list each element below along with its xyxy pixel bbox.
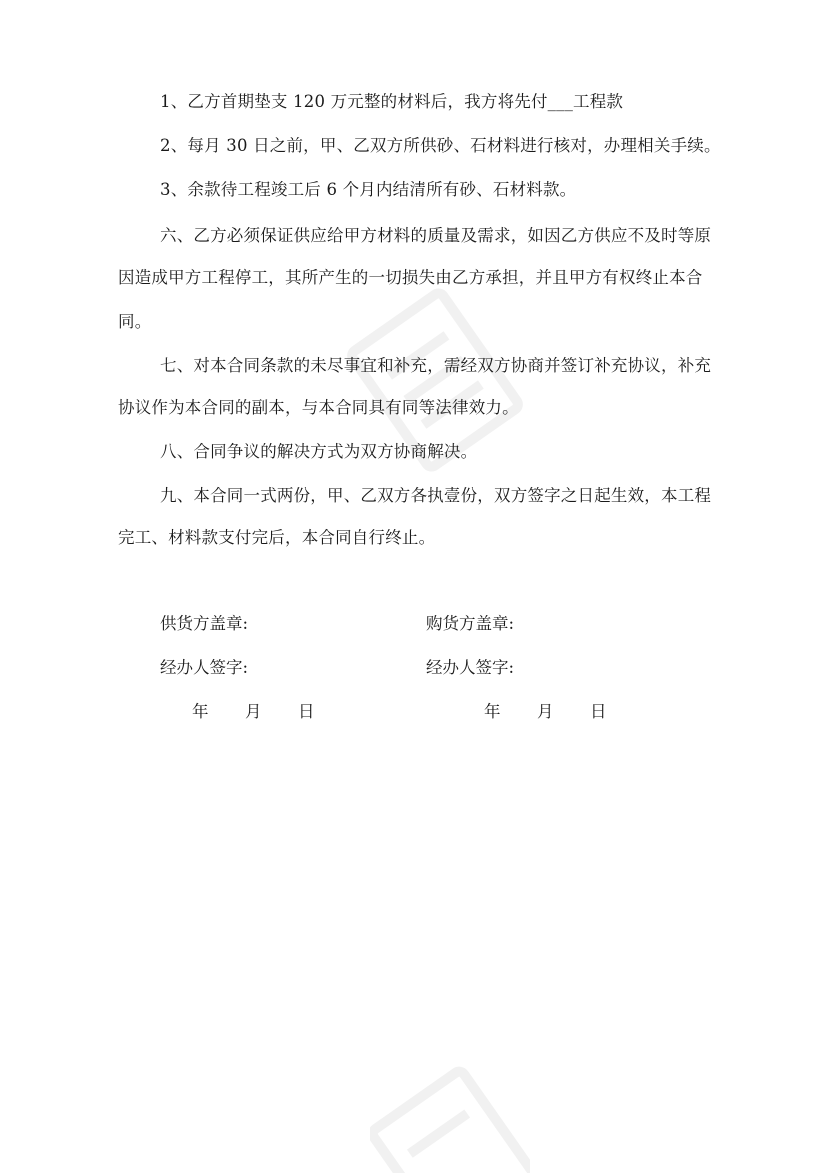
year-label: 年	[484, 702, 501, 721]
watermark-logo-icon	[370, 1050, 530, 1173]
month-label: 月	[537, 702, 554, 721]
clause-9-line-1: 九、本合同一式两份，甲、乙双方各执壹份，双方签字之日起生效，本工程	[160, 486, 712, 505]
supplier-seal-label: 供货方盖章:	[160, 614, 249, 633]
year-label: 年	[192, 702, 209, 721]
clause-9-line-2: 完工、材料款支付完后，本合同自行终止。	[118, 528, 436, 547]
buyer-seal-label: 购货方盖章:	[426, 614, 515, 633]
clause-payment-3: 3、余款待工程竣工后 6 个月内结清所有砂、石材料款。	[160, 180, 577, 199]
buyer-date	[484, 700, 607, 724]
clause-6-line-1: 六、乙方必须保证供应给甲方材料的质量及需求，如因乙方供应不及时等原	[160, 226, 712, 245]
clause-6-line-2: 因造成甲方工程停工，其所产生的一切损失由乙方承担，并且甲方有权终止本合	[118, 268, 703, 287]
clause-7-line-1: 七、对本合同条款的未尽事宜和补充，需经双方协商并签订补充协议，补充	[160, 356, 712, 375]
day-label: 日	[590, 702, 607, 721]
month-label: 月	[245, 702, 262, 721]
clause-payment-1: 1、乙方首期垫支 120 万元整的材料后，我方将先付___工程款	[160, 92, 624, 111]
day-label: 日	[298, 702, 315, 721]
supplier-agent-label: 经办人签字:	[160, 658, 249, 677]
buyer-agent-label: 经办人签字:	[426, 658, 515, 677]
clause-7-line-2: 协议作为本合同的副本，与本合同具有同等法律效力。	[118, 398, 519, 417]
clause-8: 八、合同争议的解决方式为双方协商解决。	[160, 442, 478, 461]
supplier-date	[192, 700, 315, 724]
clause-6-line-3: 同。	[118, 312, 152, 331]
clause-payment-2: 2、每月 30 日之前，甲、乙双方所供砂、石材料进行核对，办理相关手续。	[160, 136, 721, 155]
